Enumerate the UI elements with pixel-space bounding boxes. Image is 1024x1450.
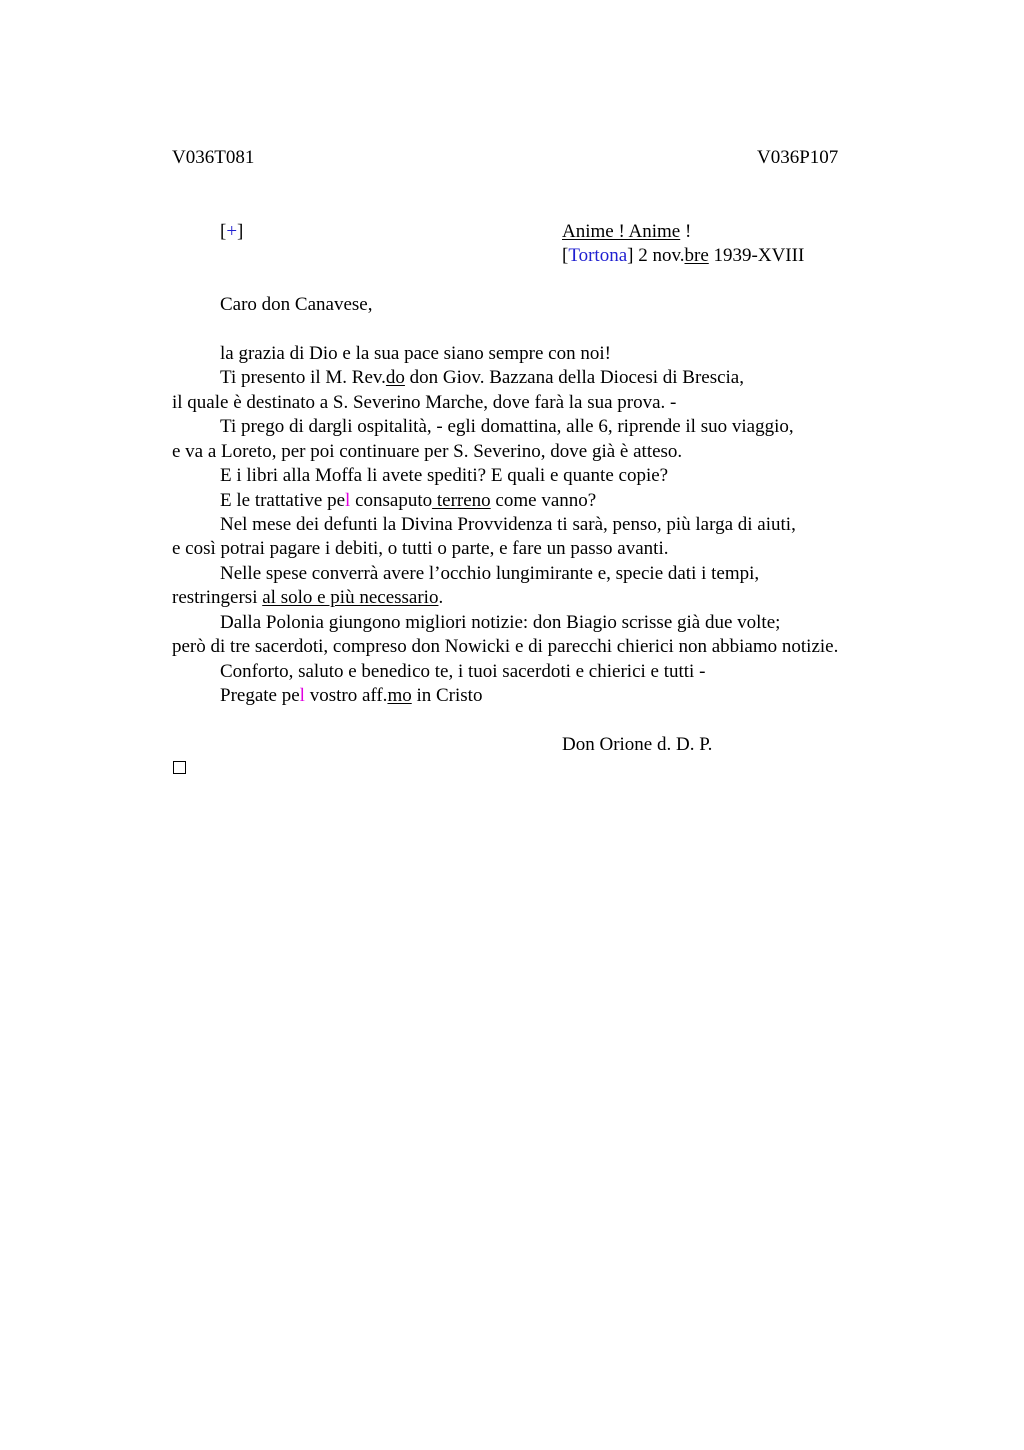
- dateline-place: Tortona: [568, 245, 628, 266]
- l2-rest: don Giov. Bazzana della Diocesi di Brescia,: [404, 367, 744, 388]
- letter-line-7: [220, 489, 596, 513]
- dateline-bracket-open: [: [562, 245, 569, 266]
- l2-abbrev: do: [385, 367, 405, 388]
- letter-line-5: e va a Loreto, per poi continuare per S. Severino, dove già è atteso.: [172, 441, 683, 462]
- l15-aff: vostro aff.: [304, 685, 388, 706]
- dateline: [562, 244, 804, 268]
- salutation: Caro don Canavese,: [220, 294, 373, 315]
- motto: [562, 220, 691, 244]
- letter-line-13: però di tre sacerdoti, compreso don Nowicki e di parecchi chierici non abbiamo notizie.: [172, 636, 839, 657]
- l15-correction: l: [299, 685, 305, 706]
- dateline-date: ] 2 nov.: [627, 245, 685, 266]
- l15-rest: in Cristo: [411, 685, 483, 706]
- l7-consaputo: consaputo: [350, 490, 433, 511]
- header-right-code: V036P107: [757, 147, 839, 168]
- dateline-bre: bre: [684, 245, 709, 266]
- signature: Don Orione d. D. P.: [562, 734, 713, 755]
- l15-text: Pregate pe: [220, 685, 300, 706]
- motto-exclamation: !: [680, 221, 692, 242]
- cross-mark: [220, 220, 243, 244]
- bracket-close: ]: [237, 221, 244, 242]
- l11-underlined: al solo e più necessario: [262, 587, 439, 608]
- letter-line-3: il quale è destinato a S. Severino Marche, dove farà la sua prova. -: [172, 392, 677, 413]
- motto-underlined: Anime ! Anime: [562, 221, 681, 242]
- cross-plus: +: [226, 221, 238, 242]
- l11-text: restringersi: [172, 587, 263, 608]
- letter-line-4: Ti prego di dargli ospitalità, - egli domattina, alle 6, riprende il suo viaggio,: [220, 416, 794, 437]
- l7-terreno: terreno: [432, 490, 491, 511]
- l11-period: .: [438, 587, 444, 608]
- end-marker-box: [173, 761, 186, 774]
- letter-line-6: E i libri alla Moffa li avete spediti? E quali e quante copie?: [220, 465, 669, 486]
- letter-line-12: Dalla Polonia giungono migliori notizie: don Biagio scrisse già due volte;: [220, 612, 781, 633]
- letter-line-2: [220, 366, 744, 390]
- letter-line-14: Conforto, saluto e benedico te, i tuoi sacerdoti e chierici e tutti -: [220, 661, 706, 682]
- l7-rest: come vanno?: [490, 490, 597, 511]
- l7-text: E le trattative pe: [220, 490, 346, 511]
- letter-line-15: [220, 684, 482, 708]
- l2-text: Ti presento il M. Rev.: [220, 367, 386, 388]
- bracket-open: [: [220, 221, 227, 242]
- letter-line-9: e così potrai pagare i debiti, o tutti o parte, e fare un passo avanti.: [172, 538, 669, 559]
- letter-line-10: Nelle spese converrà avere l’occhio lungimirante e, specie dati i tempi,: [220, 563, 760, 584]
- letter-line-11: [172, 586, 443, 610]
- letter-line-1: la grazia di Dio e la sua pace siano sempre con noi!: [220, 343, 611, 364]
- letter-line-8: Nel mese dei defunti la Divina Provvidenza ti sarà, penso, più larga di aiuti,: [220, 514, 796, 535]
- l15-mo: mo: [387, 685, 412, 706]
- l7-correction: l: [345, 490, 351, 511]
- dateline-year: 1939-XVIII: [708, 245, 805, 266]
- header-left-code: V036T081: [172, 147, 255, 168]
